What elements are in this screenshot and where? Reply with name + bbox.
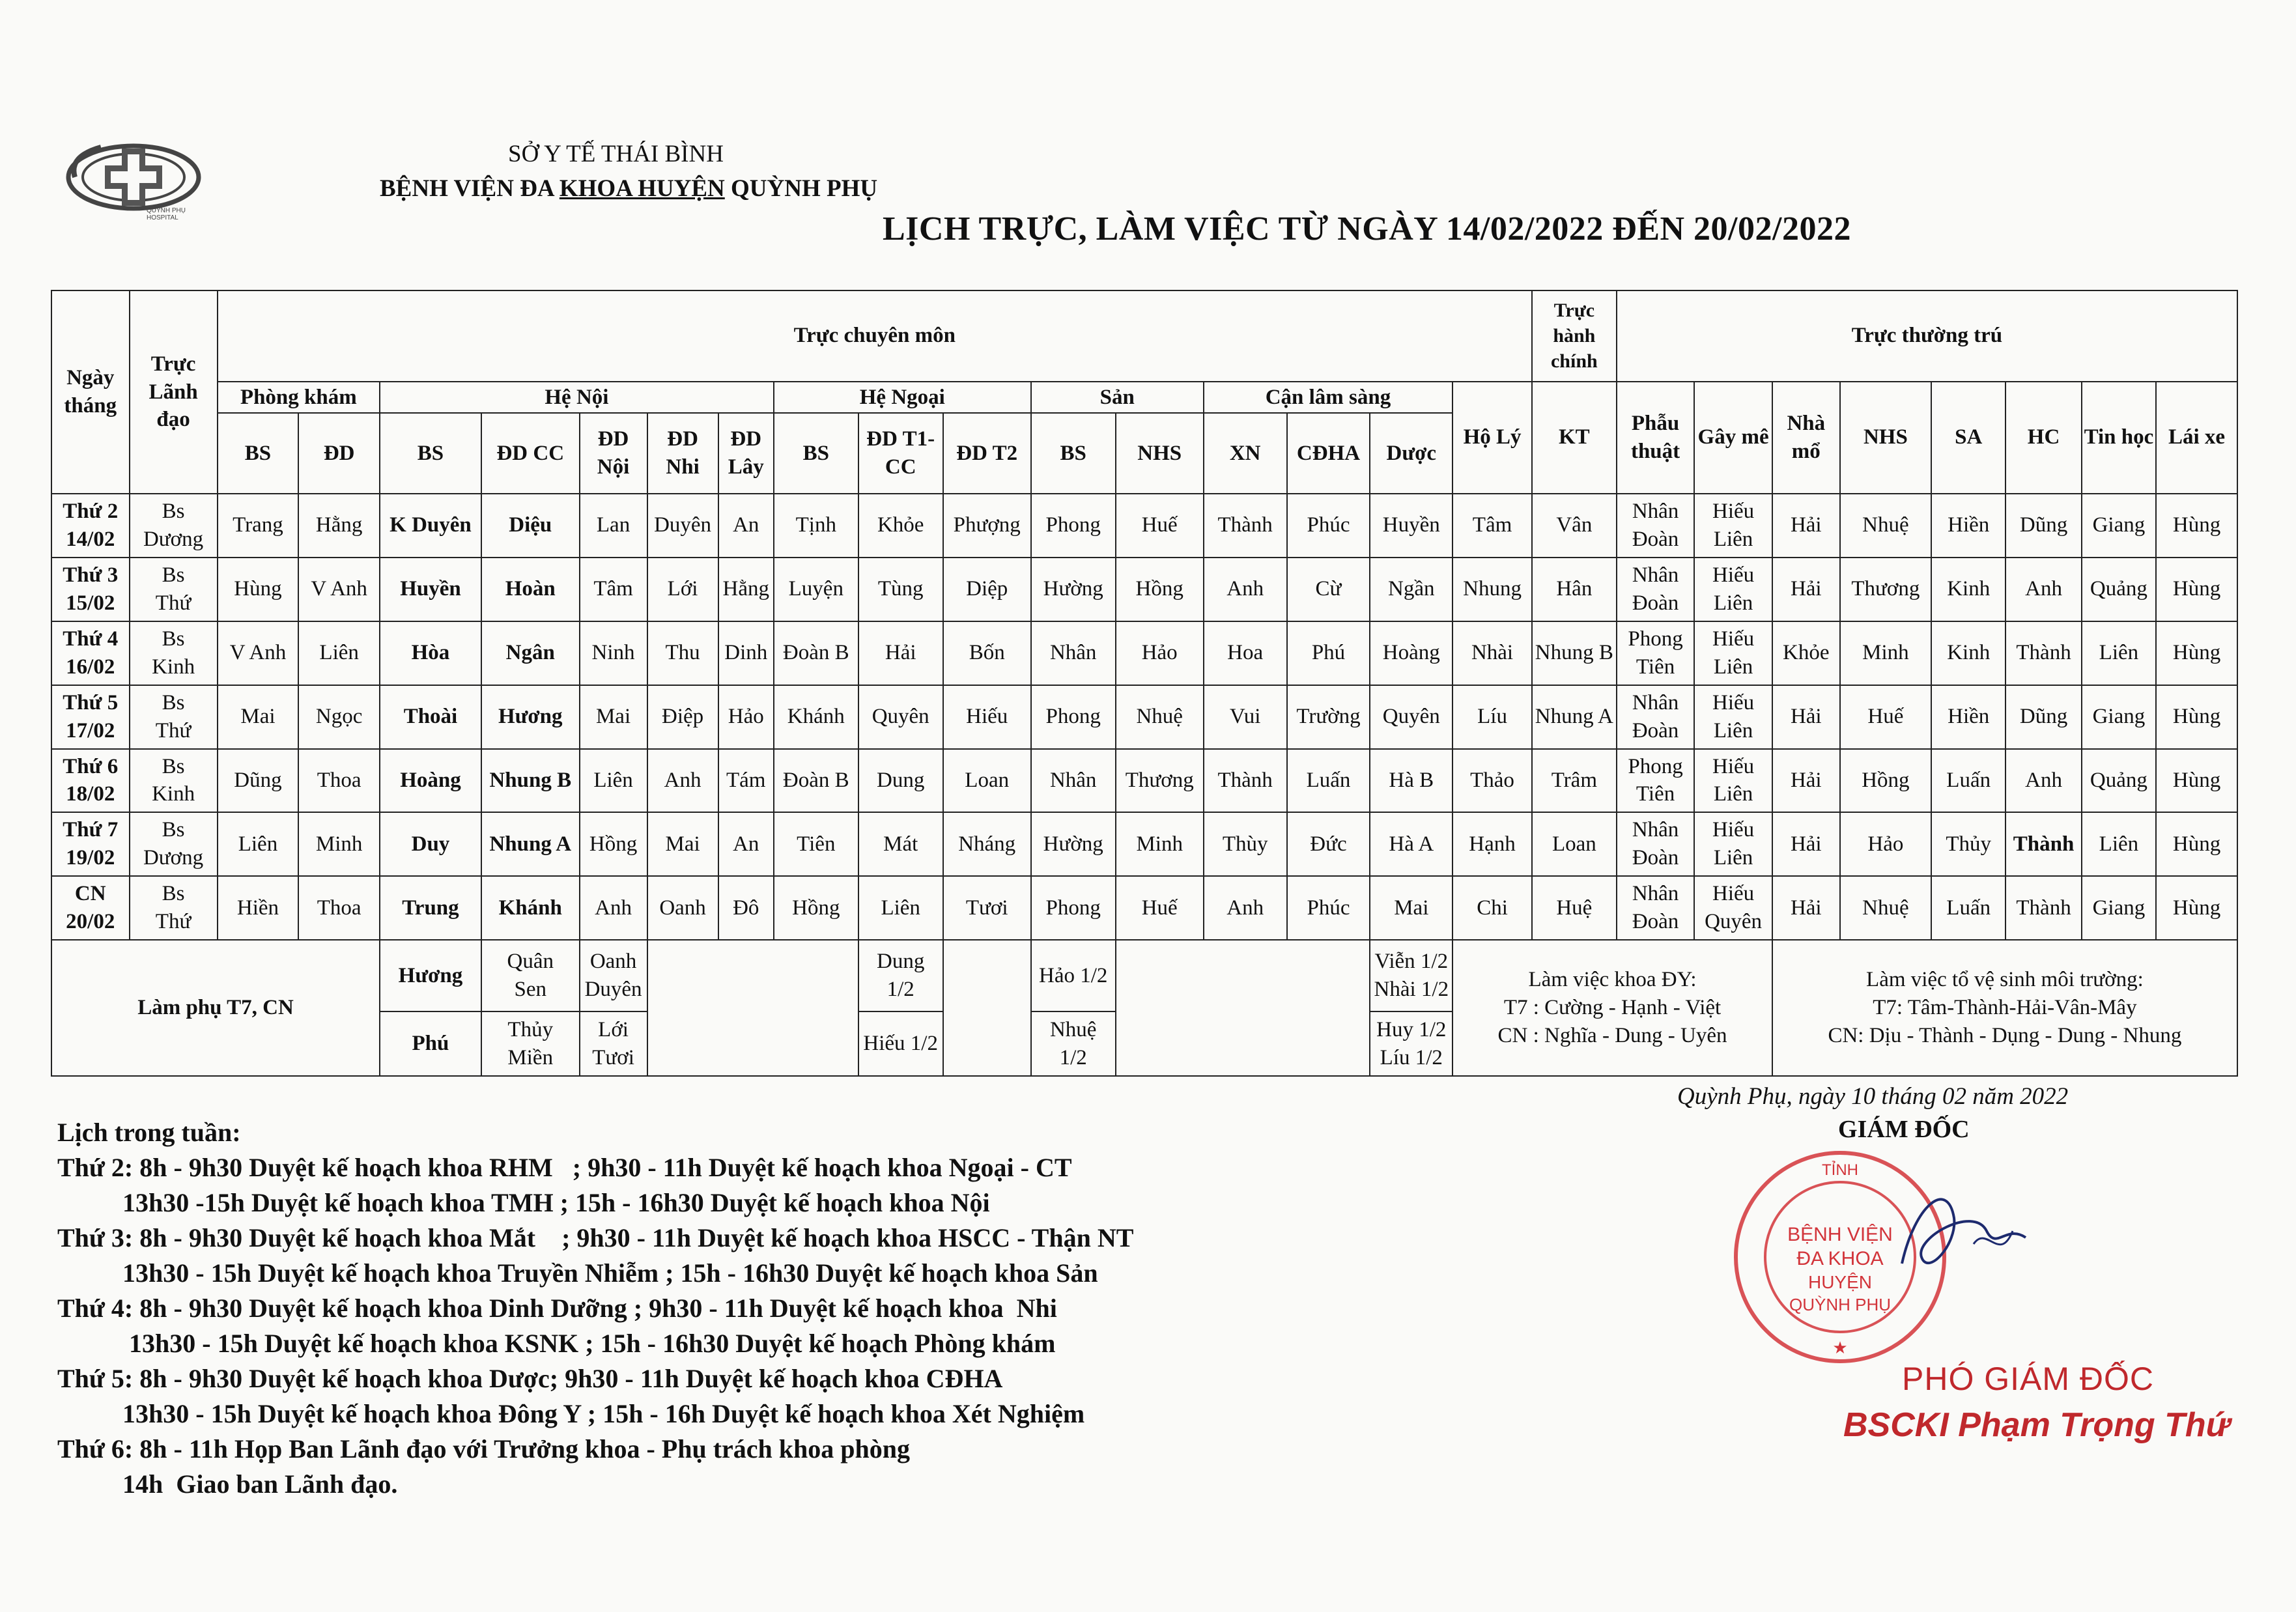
cell-nhamo: Hải: [1772, 876, 1840, 940]
cell-ngoai-bs: Tiên: [774, 812, 858, 876]
cell-pk-dd: Hằng: [298, 494, 380, 558]
cell-noi-ddnoi: Lan: [580, 494, 647, 558]
row-date: Thứ 3 15/02: [51, 558, 130, 621]
cell-phau: Phong Tiên: [1617, 621, 1695, 685]
cell-gay: Hiếu Quyên: [1694, 876, 1772, 940]
cell-cls-cdha: Phú: [1287, 621, 1370, 685]
cell-lai: Hùng: [2156, 876, 2237, 940]
cell-tt-nhs: Hảo: [1840, 812, 1931, 876]
cell-kt: Huệ: [1532, 876, 1617, 940]
cell-tin: Liên: [2082, 812, 2156, 876]
place-date: Quỳnh Phụ, ngày 10 tháng 02 năm 2022: [1677, 1083, 2069, 1110]
cell-nhamo: Hải: [1772, 558, 1840, 621]
group-professional: Trực chuyên môn: [218, 290, 1532, 382]
cell-ngoai-ddt1: Mát: [858, 812, 943, 876]
cell-cls-cdha: Luấn: [1287, 749, 1370, 813]
hospital-name: BỆNH VIỆN ĐA KHOA HUYỆN QUỲNH PHỤ: [380, 175, 878, 202]
cell-noi-bs: Trung: [380, 876, 481, 940]
cell-ngoai-ddt2: Nháng: [943, 812, 1031, 876]
cell-holy: Nhài: [1453, 621, 1532, 685]
cell-san-bs: Hường: [1031, 558, 1116, 621]
weekly-line: Thứ 5: 8h - 9h30 Duyệt kế hoạch khoa Dược; 9h30 - 11h Duyệt kế hoạch khoa CĐHA: [57, 1364, 1003, 1393]
cell-pk-dd: V Anh: [298, 558, 380, 621]
table-row: [51, 494, 2237, 558]
weekend-helper-label: Làm phụ T7, CN: [51, 940, 380, 1076]
cell-san-nhs: Huế: [1116, 876, 1204, 940]
cell-cls-duoc: Mai: [1370, 876, 1453, 940]
cell-san-bs: Phong: [1031, 494, 1116, 558]
cell-pk-dd: Thoa: [298, 876, 380, 940]
cell-noi-bs: Hoàng: [380, 749, 481, 813]
row-date: Thứ 5 17/02: [51, 685, 130, 749]
cell-pk-bs: Dũng: [218, 749, 299, 813]
cell-kt: Nhung A: [1532, 685, 1617, 749]
cell-gay: Hiếu Liên: [1694, 494, 1772, 558]
cell-noi-ddnoi: Ninh: [580, 621, 647, 685]
cell-tt-nhs: Hồng: [1840, 749, 1931, 813]
cell-ngoai-ddt2: Hiếu: [943, 685, 1031, 749]
col-san-bs-header: BS: [1031, 413, 1116, 494]
weekly-schedule: [57, 1115, 1133, 1502]
cell-sa: Luấn: [1931, 749, 2005, 813]
cell-ngoai-ddt1: Tùng: [858, 558, 943, 621]
cell-tt-nhs: Nhuệ: [1840, 494, 1931, 558]
row-leader: Bs Thứ: [130, 876, 218, 940]
col-phau-header: Phẫu thuật: [1617, 382, 1695, 494]
cell-cls-duoc: Quyên: [1370, 685, 1453, 749]
cell-ngoai-ddt1: Dung: [858, 749, 943, 813]
cell-nhamo: Khỏe: [1772, 621, 1840, 685]
cell-cls-xn: Vui: [1204, 685, 1287, 749]
cell-lai: Hùng: [2156, 749, 2237, 813]
cell-cls-duoc: Huyền: [1370, 494, 1453, 558]
signer-name: BSCKI Phạm Trọng Thứ: [1843, 1406, 2230, 1444]
cell-san-nhs: Minh: [1116, 812, 1204, 876]
cell-pk-dd: Minh: [298, 812, 380, 876]
cell-san-bs: Nhân: [1031, 621, 1116, 685]
weekend-nhs-t7: Hảo 1/2: [1031, 940, 1116, 1011]
cell-noi-ddcc: Diệu: [481, 494, 580, 558]
row-leader: Bs Dương: [130, 812, 218, 876]
weekend-blank-1: [647, 940, 858, 1076]
cell-kt: Nhung B: [1532, 621, 1617, 685]
col-tin-header: Tin học: [2082, 382, 2156, 494]
svg-text:QUỲNH PHỤ: QUỲNH PHỤ: [1789, 1295, 1892, 1314]
cell-pk-bs: V Anh: [218, 621, 299, 685]
row-leader: Bs Thứ: [130, 558, 218, 621]
cell-phau: Nhân Đoàn: [1617, 876, 1695, 940]
cell-noi-ddcc: Ngân: [481, 621, 580, 685]
cell-phau: Phong Tiên: [1617, 749, 1695, 813]
row-leader: Bs Kinh: [130, 621, 218, 685]
cell-noi-bs: K Duyên: [380, 494, 481, 558]
weekend-blank-2: [943, 940, 1031, 1076]
svg-text:ĐA KHOA: ĐA KHOA: [1796, 1248, 1884, 1269]
subgroup-clinic: Phòng khám: [218, 382, 380, 413]
cell-tin: Giang: [2082, 685, 2156, 749]
cell-lai: Hùng: [2156, 621, 2237, 685]
cell-sa: Thủy: [1931, 812, 2005, 876]
cell-ngoai-bs: Khánh: [774, 685, 858, 749]
cell-noi-ddcc: Khánh: [481, 876, 580, 940]
subgroup-paraclinical: Cận lâm sàng: [1204, 382, 1453, 413]
table-row: [51, 749, 2237, 813]
svg-text:BỆNH VIỆN: BỆNH VIỆN: [1787, 1224, 1893, 1245]
row-leader: Bs Dương: [130, 494, 218, 558]
subgroup-obstetric: Sản: [1031, 382, 1204, 413]
cell-nhamo: Hải: [1772, 812, 1840, 876]
cell-lai: Hùng: [2156, 494, 2237, 558]
cell-ngoai-ddt1: Khỏe: [858, 494, 943, 558]
col-ngoai-ddt1-header: ĐD T1-CC: [858, 413, 943, 494]
col-noi-ddlay-header: ĐD Lây: [718, 413, 774, 494]
cell-tin: Quảng: [2082, 749, 2156, 813]
cell-holy: Líu: [1453, 685, 1532, 749]
col-noi-ddnhi-header: ĐD Nhi: [647, 413, 718, 494]
cell-kt: Hân: [1532, 558, 1617, 621]
cell-pk-bs: Liên: [218, 812, 299, 876]
cell-hc: Dũng: [2005, 494, 2081, 558]
cell-tt-nhs: Minh: [1840, 621, 1931, 685]
director-title: GIÁM ĐỐC: [1838, 1116, 1970, 1143]
cell-holy: Chi: [1453, 876, 1532, 940]
vice-director-title: PHÓ GIÁM ĐỐC: [1902, 1361, 2155, 1397]
cell-san-nhs: Nhuệ: [1116, 685, 1204, 749]
group-admin: Trực hành chính: [1532, 290, 1617, 382]
cell-ngoai-bs: Luyện: [774, 558, 858, 621]
table-row: [51, 876, 2237, 940]
cell-lai: Hùng: [2156, 558, 2237, 621]
weekend-ddnhi-cn: Lới Tươi: [580, 1011, 647, 1076]
cell-pk-bs: Hùng: [218, 558, 299, 621]
cell-pk-bs: Mai: [218, 685, 299, 749]
signature-scribble: [1876, 1166, 2045, 1296]
cell-san-nhs: Hồng: [1116, 558, 1204, 621]
weekend-ddnoi-t7: Quân Sen: [481, 940, 580, 1011]
row-date: Thứ 2 14/02: [51, 494, 130, 558]
weekly-line: Thứ 4: 8h - 9h30 Duyệt kế hoạch khoa Dinh Dưỡng ; 9h30 - 11h Duyệt kế hoạch khoa Nhi: [57, 1294, 1057, 1323]
cell-hc: Thành: [2005, 876, 2081, 940]
cell-pk-bs: Trang: [218, 494, 299, 558]
cell-tin: Liên: [2082, 621, 2156, 685]
cell-ngoai-bs: Đoàn B: [774, 749, 858, 813]
weekend-ddcc-t7: Hương: [380, 940, 481, 1011]
cell-lai: Hùng: [2156, 685, 2237, 749]
col-cls-duoc-header: Dược: [1370, 413, 1453, 494]
cell-kt: Loan: [1532, 812, 1617, 876]
cell-noi-ddnhi: Duyên: [647, 494, 718, 558]
cell-ngoai-ddt2: Tươi: [943, 876, 1031, 940]
cell-noi-ddnhi: Điệp: [647, 685, 718, 749]
weekly-line: 13h30 - 15h Duyệt kế hoạch khoa KSNK ; 15h - 16h30 Duyệt kế hoạch Phòng khám: [57, 1329, 1056, 1358]
cell-pk-bs: Hiền: [218, 876, 299, 940]
cell-tt-nhs: Huế: [1840, 685, 1931, 749]
col-cls-cdha-header: CĐHA: [1287, 413, 1370, 494]
cell-noi-ddnoi: Hồng: [580, 812, 647, 876]
cell-ngoai-ddt2: Loan: [943, 749, 1031, 813]
cell-sa: Hiền: [1931, 494, 2005, 558]
cell-gay: Hiếu Liên: [1694, 812, 1772, 876]
cell-lai: Hùng: [2156, 812, 2237, 876]
cell-cls-duoc: Hà A: [1370, 812, 1453, 876]
col-ngoai-bs-header: BS: [774, 413, 858, 494]
cell-san-bs: Nhân: [1031, 749, 1116, 813]
weekly-line: Thứ 2: 8h - 9h30 Duyệt kế hoạch khoa RHM ; 9h30 - 11h Duyệt kế hoạch khoa Ngoại - CT: [57, 1153, 1072, 1182]
cell-ngoai-bs: Đoàn B: [774, 621, 858, 685]
cell-noi-ddcc: Hương: [481, 685, 580, 749]
cell-sa: Luấn: [1931, 876, 2005, 940]
table-row: [51, 812, 2237, 876]
cell-holy: Hạnh: [1453, 812, 1532, 876]
cell-cls-xn: Hoa: [1204, 621, 1287, 685]
weekend-ddcc-cn: Phú: [380, 1011, 481, 1076]
cell-ngoai-ddt1: Quyên: [858, 685, 943, 749]
cell-cls-xn: Thành: [1204, 494, 1287, 558]
cell-noi-ddnoi: Mai: [580, 685, 647, 749]
cell-nhamo: Hải: [1772, 749, 1840, 813]
table-row: [51, 558, 2237, 621]
cell-noi-bs: Thoài: [380, 685, 481, 749]
cell-ngoai-ddt2: Phượng: [943, 494, 1031, 558]
logo-caption: QUỲNH PHỤ HOSPITAL: [147, 207, 186, 221]
cell-cls-duoc: Hoàng: [1370, 621, 1453, 685]
cell-hc: Thành: [2005, 621, 2081, 685]
cell-gay: Hiếu Liên: [1694, 558, 1772, 621]
svg-text:TỈNH: TỈNH: [1822, 1161, 1858, 1179]
schedule-table: [51, 290, 2238, 1077]
cell-noi-ddnoi: Anh: [580, 876, 647, 940]
table-row: [51, 685, 2237, 749]
cell-noi-bs: Huyền: [380, 558, 481, 621]
col-sa-header: SA: [1931, 382, 2005, 494]
col-noi-ddcc-header: ĐD CC: [481, 413, 580, 494]
col-lai-header: Lái xe: [2156, 382, 2237, 494]
cell-cls-xn: Anh: [1204, 876, 1287, 940]
cell-noi-ddlay: Đô: [718, 876, 774, 940]
table-row: [51, 621, 2237, 685]
cell-nhamo: Hải: [1772, 494, 1840, 558]
weekly-line: 14h Giao ban Lãnh đạo.: [57, 1469, 398, 1499]
weekend-holy-cn: Huy 1/2 Líu 1/2: [1370, 1011, 1453, 1076]
cell-noi-ddlay: Dinh: [718, 621, 774, 685]
cell-san-nhs: Hảo: [1116, 621, 1204, 685]
cell-hc: Anh: [2005, 749, 2081, 813]
cell-noi-ddcc: Nhung B: [481, 749, 580, 813]
col-ngoai-ddt2-header: ĐD T2: [943, 413, 1031, 494]
cell-holy: Tâm: [1453, 494, 1532, 558]
cell-cls-cdha: Phúc: [1287, 494, 1370, 558]
cell-noi-ddlay: Hằng: [718, 558, 774, 621]
col-leader-header: Trực Lãnh đạo: [130, 290, 218, 494]
weekend-ddnoi-cn: Thủy Miền: [481, 1011, 580, 1076]
cell-ngoai-bs: Hồng: [774, 876, 858, 940]
col-kt-header: KT: [1532, 382, 1617, 494]
cell-gay: Hiếu Liên: [1694, 749, 1772, 813]
cell-cls-cdha: Trường: [1287, 685, 1370, 749]
weekend-nhs-cn: Nhuệ 1/2: [1031, 1011, 1116, 1076]
weekend-ddnhi-t7: Oanh Duyên: [580, 940, 647, 1011]
row-date: Thứ 7 19/02: [51, 812, 130, 876]
col-san-nhs-header: NHS: [1116, 413, 1204, 494]
cell-gay: Hiếu Liên: [1694, 621, 1772, 685]
cell-nhamo: Hải: [1772, 685, 1840, 749]
cell-san-nhs: Thương: [1116, 749, 1204, 813]
subgroup-surgical: Hệ Ngoại: [774, 382, 1031, 413]
weekend-holy-t7: Viễn 1/2 Nhài 1/2: [1370, 940, 1453, 1011]
cell-phau: Nhân Đoàn: [1617, 812, 1695, 876]
cell-kt: Vân: [1532, 494, 1617, 558]
col-cls-xn-header: XN: [1204, 413, 1287, 494]
cell-holy: Thảo: [1453, 749, 1532, 813]
cell-tin: Giang: [2082, 494, 2156, 558]
cell-noi-ddcc: Hoàn: [481, 558, 580, 621]
cell-sa: Kinh: [1931, 558, 2005, 621]
cell-noi-ddcc: Nhung A: [481, 812, 580, 876]
cell-phau: Nhân Đoàn: [1617, 558, 1695, 621]
col-pk-dd-header: ĐD: [298, 413, 380, 494]
cell-holy: Nhung: [1453, 558, 1532, 621]
cell-ngoai-ddt1: Liên: [858, 876, 943, 940]
weekend-ddt2-t7: Dung 1/2: [858, 940, 943, 1011]
col-pk-bs-header: BS: [218, 413, 299, 494]
ministry-name: SỞ Y TẾ THÁI BÌNH: [508, 141, 724, 167]
row-date: Thứ 4 16/02: [51, 621, 130, 685]
col-gay-header: Gây mê: [1694, 382, 1772, 494]
col-date-header: Ngày tháng: [51, 290, 130, 494]
cell-pk-dd: Thoa: [298, 749, 380, 813]
row-leader: Bs Thứ: [130, 685, 218, 749]
cell-cls-cdha: Đức: [1287, 812, 1370, 876]
cell-noi-ddlay: An: [718, 494, 774, 558]
cell-noi-ddnhi: Thu: [647, 621, 718, 685]
col-nhamo-header: Nhà mổ: [1772, 382, 1840, 494]
cell-pk-dd: Liên: [298, 621, 380, 685]
weekly-line: Thứ 6: 8h - 11h Họp Ban Lãnh đạo với Trưởng khoa - Phụ trách khoa phòng: [57, 1434, 911, 1464]
row-date: CN 20/02: [51, 876, 130, 940]
cell-hc: Anh: [2005, 558, 2081, 621]
cell-noi-ddnoi: Liên: [580, 749, 647, 813]
cell-hc: Thành: [2005, 812, 2081, 876]
cell-noi-ddnoi: Tâm: [580, 558, 647, 621]
weekend-ddt2-cn: Hiếu 1/2: [858, 1011, 943, 1076]
weekend-blank-3: [1116, 940, 1370, 1076]
row-leader: Bs Kinh: [130, 749, 218, 813]
weekly-title: Lịch trong tuần:: [57, 1118, 241, 1147]
cell-san-bs: Phong: [1031, 876, 1116, 940]
cell-tt-nhs: Thương: [1840, 558, 1931, 621]
cell-hc: Dũng: [2005, 685, 2081, 749]
cell-phau: Nhân Đoàn: [1617, 685, 1695, 749]
cell-tt-nhs: Nhuệ: [1840, 876, 1931, 940]
cell-ngoai-ddt2: Bốn: [943, 621, 1031, 685]
weekly-line: 13h30 - 15h Duyệt kế hoạch khoa Đông Y ; 15h - 16h Duyệt kế hoạch khoa Xét Nghiệm: [57, 1399, 1085, 1428]
col-holy-header: Hộ Lý: [1453, 382, 1532, 494]
cell-noi-ddnhi: Mai: [647, 812, 718, 876]
cell-sa: Hiền: [1931, 685, 2005, 749]
cell-noi-ddnhi: Lới: [647, 558, 718, 621]
col-tt-nhs-header: NHS: [1840, 382, 1931, 494]
col-noi-ddnoi-header: ĐD Nội: [580, 413, 647, 494]
cell-san-bs: Phong: [1031, 685, 1116, 749]
cell-cls-duoc: Ngần: [1370, 558, 1453, 621]
cell-sa: Kinh: [1931, 621, 2005, 685]
cell-cls-cdha: Phúc: [1287, 876, 1370, 940]
dy-note: Làm việc khoa ĐY: T7 : Cường - Hạnh - Việt CN : Nghĩa - Dung - Uyên: [1453, 940, 1772, 1076]
cell-gay: Hiếu Liên: [1694, 685, 1772, 749]
cell-pk-dd: Ngọc: [298, 685, 380, 749]
col-hc-header: HC: [2005, 382, 2081, 494]
svg-text:HUYỆN: HUYỆN: [1807, 1272, 1873, 1292]
cell-ngoai-bs: Tịnh: [774, 494, 858, 558]
page-title: LỊCH TRỰC, LÀM VIỆC TỪ NGÀY 14/02/2022 ĐẾN 20/02/2022: [883, 210, 1851, 247]
sanitation-note: Làm việc tổ vệ sinh môi trường: T7: Tâm-Thành-Hải-Vân-Mây CN: Dịu - Thành - Dụng - Dung - Nhung: [1772, 940, 2237, 1076]
cell-ngoai-ddt1: Hải: [858, 621, 943, 685]
weekly-line: Thứ 3: 8h - 9h30 Duyệt kế hoạch khoa Mắt ; 9h30 - 11h Duyệt kế hoạch khoa HSCC - Thận NT: [57, 1223, 1134, 1252]
cell-cls-xn: Thùy: [1204, 812, 1287, 876]
cell-noi-ddlay: Tám: [718, 749, 774, 813]
cell-ngoai-ddt2: Diệp: [943, 558, 1031, 621]
cell-tin: Quảng: [2082, 558, 2156, 621]
cell-noi-ddnhi: Anh: [647, 749, 718, 813]
svg-text:★: ★: [1832, 1338, 1848, 1357]
cell-noi-ddnhi: Oanh: [647, 876, 718, 940]
subgroup-internal: Hệ Nội: [380, 382, 774, 413]
cell-cls-cdha: Cừ: [1287, 558, 1370, 621]
cell-cls-duoc: Hà B: [1370, 749, 1453, 813]
weekly-line: 13h30 -15h Duyệt kế hoạch khoa TMH ; 15h - 16h30 Duyệt kế hoạch khoa Nội: [57, 1188, 990, 1217]
cell-cls-xn: Thành: [1204, 749, 1287, 813]
cell-noi-bs: Hòa: [380, 621, 481, 685]
cell-noi-bs: Duy: [380, 812, 481, 876]
weekly-line: 13h30 - 15h Duyệt kế hoạch khoa Truyền Nhiễm ; 15h - 16h30 Duyệt kế hoạch khoa Sản: [57, 1258, 1098, 1288]
cell-cls-xn: Anh: [1204, 558, 1287, 621]
cell-kt: Trâm: [1532, 749, 1617, 813]
cell-san-bs: Hường: [1031, 812, 1116, 876]
cell-noi-ddlay: Hảo: [718, 685, 774, 749]
cell-phau: Nhân Đoàn: [1617, 494, 1695, 558]
cell-noi-ddlay: An: [718, 812, 774, 876]
row-date: Thứ 6 18/02: [51, 749, 130, 813]
cell-tin: Giang: [2082, 876, 2156, 940]
cell-san-nhs: Huế: [1116, 494, 1204, 558]
col-noi-bs-header: BS: [380, 413, 481, 494]
group-resident: Trực thường trú: [1617, 290, 2237, 382]
